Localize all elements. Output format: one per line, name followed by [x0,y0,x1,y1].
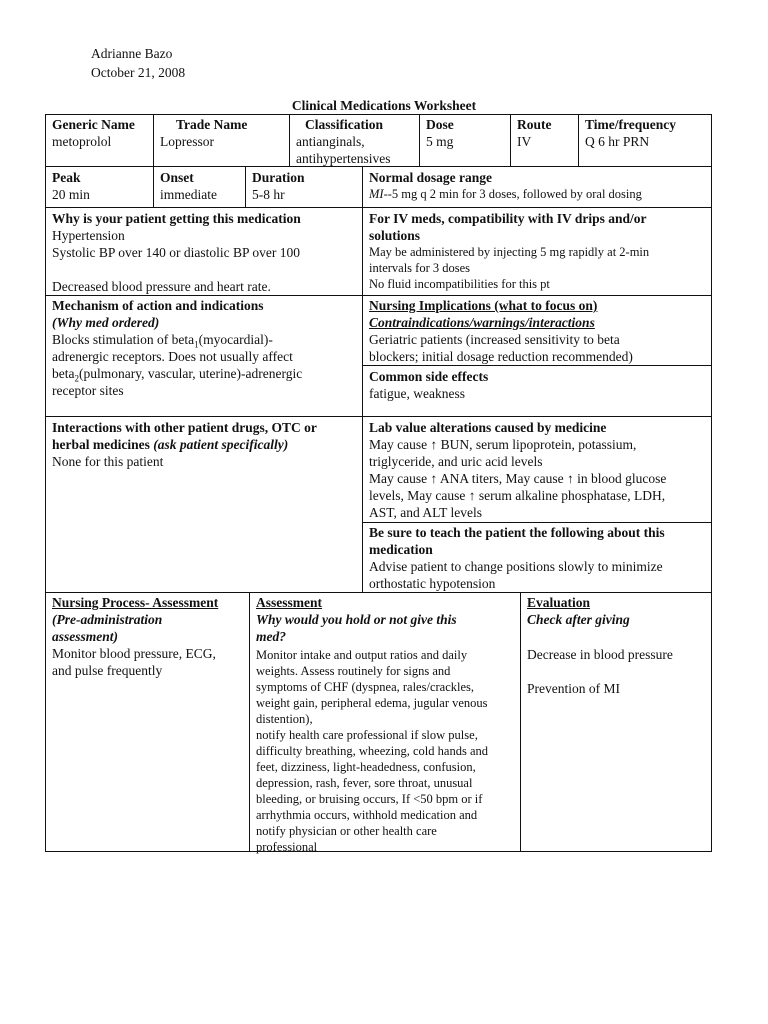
nursing-process-line: and pulse frequently [52,663,163,678]
nursing-process-cell [46,594,249,679]
assessment-sublabel: Why would you hold or not give this [256,612,457,627]
duration-value: 5-8 hr [252,187,285,202]
subscript: 2 [74,373,79,384]
why-medication-label: Why is your patient getting this medication [52,211,301,226]
assessment-line: depression, rash, fever, sore throat, unusual [256,776,473,790]
assessment-line: professional [256,840,318,854]
mechanism-text: beta [52,366,75,381]
onset-value: immediate [160,187,217,202]
why-line: Decreased blood pressure and heart rate. [52,279,271,294]
dose-label: Dose [426,117,454,132]
interactions-label: Interactions with other patient drugs, OTC or [52,420,317,435]
trade-name-cell [154,116,289,150]
nursing-implications-label: Nursing Implications (what to focus on) [369,298,598,313]
mechanism-cell [46,297,362,399]
duration-label: Duration [252,170,305,185]
time-frequency-label: Time/frequency [585,117,676,132]
generic-name-cell [46,116,153,150]
assessment-line: symptoms of CHF (dyspnea, rales/crackles, [256,680,475,694]
divider [362,522,712,523]
mechanism-text: (pulmonary, vascular, uterine)-adrenergic [79,366,303,381]
lab-line: AST, and ALT levels [369,505,482,520]
iv-compatibility-label: For IV meds, compatibility with IV drips and/or [369,211,647,226]
divider [45,592,712,593]
assessment-line: feet, dizziness, light-headedness, confusion, [256,760,476,774]
teach-patient-cell [363,524,712,592]
assessment-line: distention), [256,712,313,726]
nursing-process-label: Nursing Process- Assessment [52,595,219,610]
nursing-implications-line: Geriatric patients (increased sensitivity to beta [369,332,620,347]
assessment-line: difficulty breathing, wheezing, cold hands and [256,744,488,758]
why-line: Systolic BP over 140 or diastolic BP over 100 [52,245,300,260]
lab-line: triglyceride, and uric acid levels [369,454,543,469]
onset-label: Onset [160,170,194,185]
iv-line: intervals for 3 doses [369,261,471,275]
nursing-process-sublabel: (Pre-administration [52,612,163,627]
page-title: Clinical Medications Worksheet [291,98,477,113]
trade-name-label: Trade Name [176,117,248,132]
dose-value: 5 mg [426,134,454,149]
iv-compatibility-label: solutions [369,228,421,243]
assessment-line: weights. Assess routinely for signs and [256,664,451,678]
divider [45,416,712,417]
time-frequency-cell [579,116,712,150]
peak-cell [46,169,153,203]
divider [45,295,712,296]
evaluation-label: Evaluation [527,595,591,610]
mechanism-text: Blocks stimulation of beta [52,332,195,347]
classification-value: antihypertensives [296,151,391,166]
classification-cell [290,116,419,167]
assessment-line: notify physician or other health care [256,824,437,838]
assessment-line: arrhythmia occurs, withhold medication and [256,808,478,822]
mechanism-label: Mechanism of action and indications [52,298,264,313]
onset-cell [154,169,245,203]
side-effects-value: fatigue, weakness [369,386,465,401]
route-cell [511,116,578,150]
duration-cell [246,169,362,203]
student-name: Adrianne Bazo [91,46,173,61]
subscript: 1 [194,339,199,350]
classification-value: antianginals, [296,134,365,149]
dose-cell [420,116,510,150]
classification-label: Classification [305,117,384,132]
side-effects-cell [363,368,712,402]
assessment-line: Monitor intake and output ratios and daily [256,648,468,662]
nursing-process-line: Monitor blood pressure, ECG, [52,646,216,661]
teach-patient-label: medication [369,542,433,557]
nursing-process-sublabel: assessment) [52,629,119,644]
route-value: IV [517,134,532,149]
assessment-line: notify health care professional if slow pulse, [256,728,478,742]
assessment-label: Assessment [256,595,322,610]
why-medication-cell [46,210,362,295]
generic-name-value: metoprolol [52,134,112,149]
assessment-cell [250,594,520,855]
interactions-cell [46,419,362,470]
assessment-line: bleeding, or bruising occurs, If <50 bpm or if [256,792,483,806]
trade-name-value: Lopressor [160,134,214,149]
normal-dosage-value: --5 mg q 2 min for 3 doses, followed by oral dosing [383,187,642,201]
teach-patient-label: Be sure to teach the patient the following about this [369,525,665,540]
evaluation-sublabel: Check after giving [527,612,630,627]
lab-line: levels, May cause ↑ serum alkaline phosphatase, LDH, [369,488,666,503]
peak-label: Peak [52,170,81,185]
assessment-sublabel: med? [256,629,286,644]
iv-line: May be administered by injecting 5 mg rapidly at 2-min [369,245,650,259]
normal-dosage-label: Normal dosage range [369,170,492,185]
side-effects-label: Common side effects [369,369,489,384]
normal-dosage-prefix: MI [369,187,384,201]
mechanism-sublabel: (Why med ordered) [52,315,160,330]
mechanism-text: (myocardial)- [198,332,273,347]
mechanism-text: adrenergic receptors. Does not usually affect [52,349,293,364]
divider [45,207,712,208]
nursing-implications-line: blockers; initial dosage reduction recommended) [369,349,633,364]
why-line [52,261,356,278]
nursing-implications-sublabel: Contraindications/warnings/interactions [369,315,595,330]
teach-line: Advise patient to change positions slowly to minimize [369,559,663,574]
peak-value: 20 min [52,187,90,202]
lab-line: May cause ↑ ANA titers, May cause ↑ in blood glucose [369,471,667,486]
normal-dosage-cell [363,169,712,202]
interactions-label: herbal medicines [52,437,154,452]
evaluation-line: Decrease in blood pressure [527,647,673,662]
evaluation-line: Prevention of MI [527,681,620,696]
nursing-implications-cell [363,297,712,365]
iv-compatibility-cell [363,210,712,292]
why-line: Hypertension [52,228,125,243]
evaluation-cell [521,594,712,697]
generic-name-label: Generic Name [52,117,135,132]
lab-alterations-label: Lab value alterations caused by medicine [369,420,607,435]
lab-line: May cause ↑ BUN, serum lipoprotein, potassium, [369,437,637,452]
interactions-value: None for this patient [52,454,164,469]
interactions-sublabel: (ask patient specifically) [153,437,289,452]
time-frequency-value: Q 6 hr PRN [585,134,650,149]
teach-line: orthostatic hypotension [369,576,496,591]
lab-alterations-cell [363,419,712,521]
iv-line: No fluid incompatibilities for this pt [369,277,550,291]
assessment-line: weight gain, peripheral edema, jugular venous [256,696,488,710]
worksheet-date: October 21, 2008 [91,65,186,80]
route-label: Route [517,117,552,132]
divider [362,365,712,366]
mechanism-text: receptor sites [52,383,124,398]
